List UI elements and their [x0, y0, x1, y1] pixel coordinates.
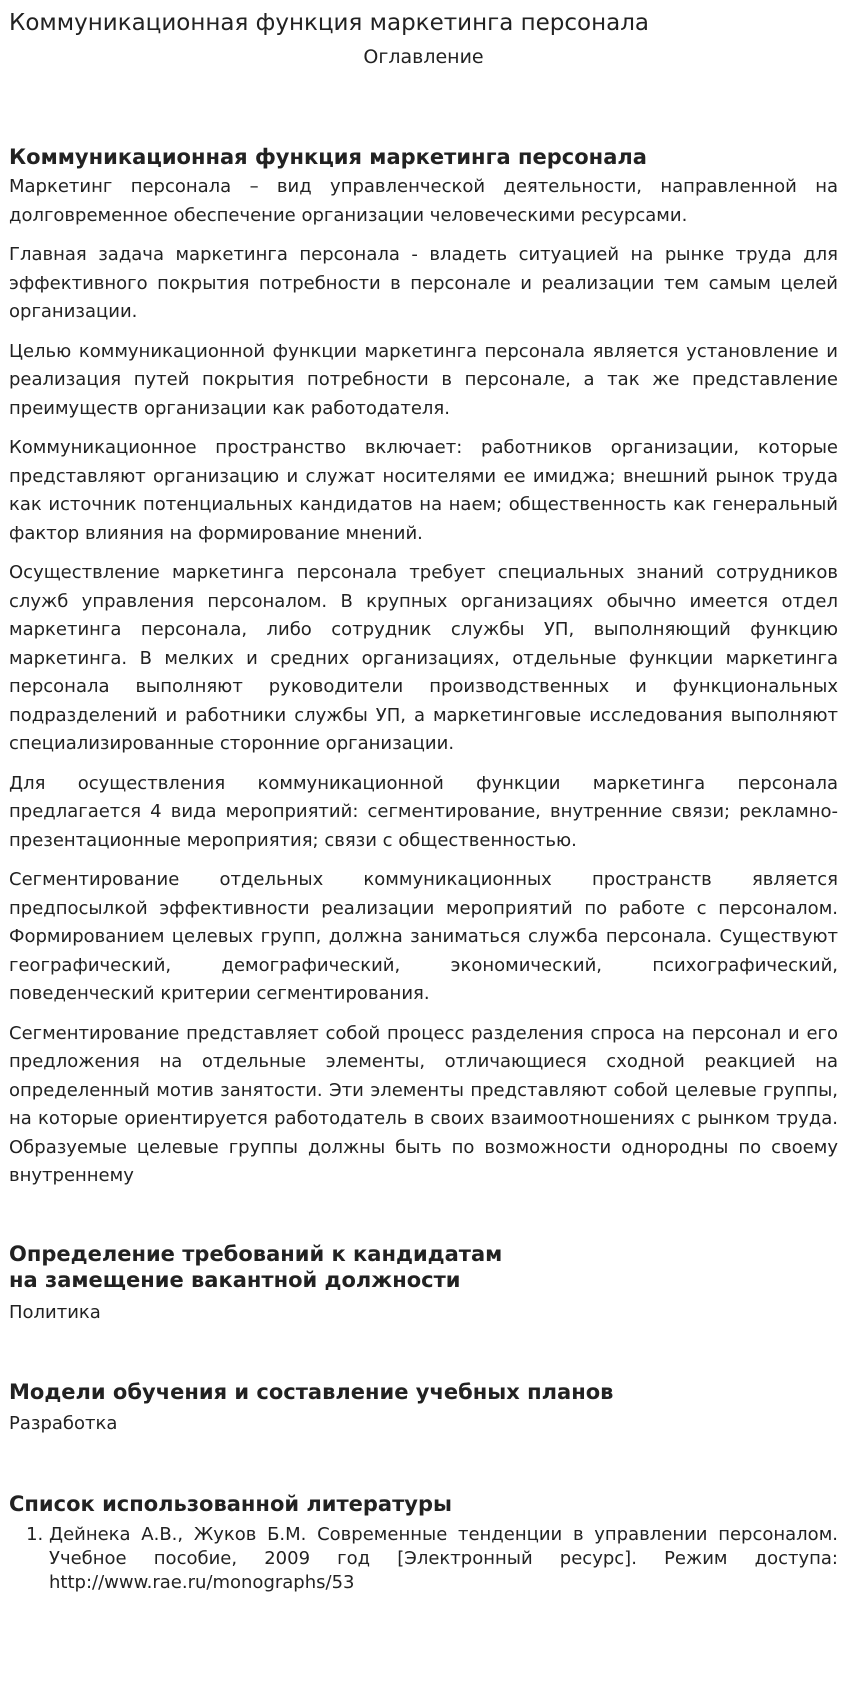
section-heading: Список использованной литературы: [9, 1491, 452, 1516]
paragraph: Для осуществления коммуникационной функции маркетинга персонала предлагается 4 вида мероприятий: сегментирование, внутренние связи; рекламно-презентационные мероприятия; связи с общественностью.: [9, 772, 838, 851]
section-communication-function: [9, 144, 838, 1191]
paragraph: Сегментирование представляет собой процесс разделения спроса на персонал и его предложения на отдельные элементы, отличающиеся сходной реакцией на определенный мотив занятости. Эти элементы представляют собой целевые группы, на которые ориентируется работодатель в своих взаимоотношениях с рынком труда. Образуемые целевые группы должны быть по возможности однородны по своему внутреннему: [9, 1022, 838, 1186]
paragraph: Главная задача маркетинга персонала - владеть ситуацией на рынке труда для эффективного покрытия потребности в персонале и реализации тем самым целей организации.: [9, 244, 838, 322]
paragraph: Коммуникационное пространство включает: работников организации, которые представляют организацию и служат носителями ее имиджа; внешний рынок труда как источник потенциальных кандидатов на наем; общественность как генеральный фактор влияния на формирование мнений.: [9, 437, 838, 544]
section-references: [9, 1491, 838, 1595]
paragraph: Целью коммуникационной функции маркетинга персонала является установление и реализация путей покрытия потребности в персонале, а так же представление преимуществ организации как работодателя.: [9, 340, 838, 419]
reference-item: 1. Дейнека А.В., Жуков Б.М. Современные тенденции в управлении персоналом. Учебное пособие, 2009 год [Электронный ресурс]. Режим доступа: http://www.rae.ru/monographs/53: [49, 1523, 838, 1595]
paragraph: Маркетинг персонала – вид управленческой деятельности, направленной на долговременное обеспечение организации человеческими ресурсами.: [9, 176, 838, 226]
paragraph: Осуществление маркетинга персонала требует специальных знаний сотрудников служб управления персоналом. В крупных организациях обычно имеется отдел маркетинга персонала, либо сотрудник службы УП, выполняющий функцию маркетинга. В мелких и средних организациях, отдельные функции маркетинга персонала выполняют руководители производственных и функциональных подразделений и работники службы УП, а маркетинговые исследования выполняют специализированные сторонние организации.: [9, 562, 838, 754]
section-heading-line: на замещение вакантной должности: [9, 1267, 461, 1292]
section-candidate-requirements: [9, 1241, 838, 1328]
document-title: Коммуникационная функция маркетинга персонала: [9, 10, 650, 36]
section-heading: Коммуникационная функция маркетинга персонала: [9, 145, 647, 169]
section-text: Разработка: [9, 1413, 118, 1434]
section-text: Политика: [9, 1301, 101, 1323]
reference-list: [9, 1523, 838, 1595]
section-heading: [9, 1241, 838, 1293]
section-heading: Модели обучения и составление учебных планов: [9, 1380, 614, 1404]
toc-label: Оглавление: [363, 46, 484, 68]
section-heading-line: Определение требований к кандидатам: [9, 1241, 503, 1266]
section-training-models: [9, 1379, 838, 1439]
paragraph: Сегментирование отдельных коммуникационных пространств является предпосылкой эффективности реализации мероприятий по работе с персоналом. Формированием целевых групп, должна заниматься служба персонала. Существуют географический, демографический, экономический, психографический, поведенческий критерии сегментирования.: [9, 869, 838, 1004]
